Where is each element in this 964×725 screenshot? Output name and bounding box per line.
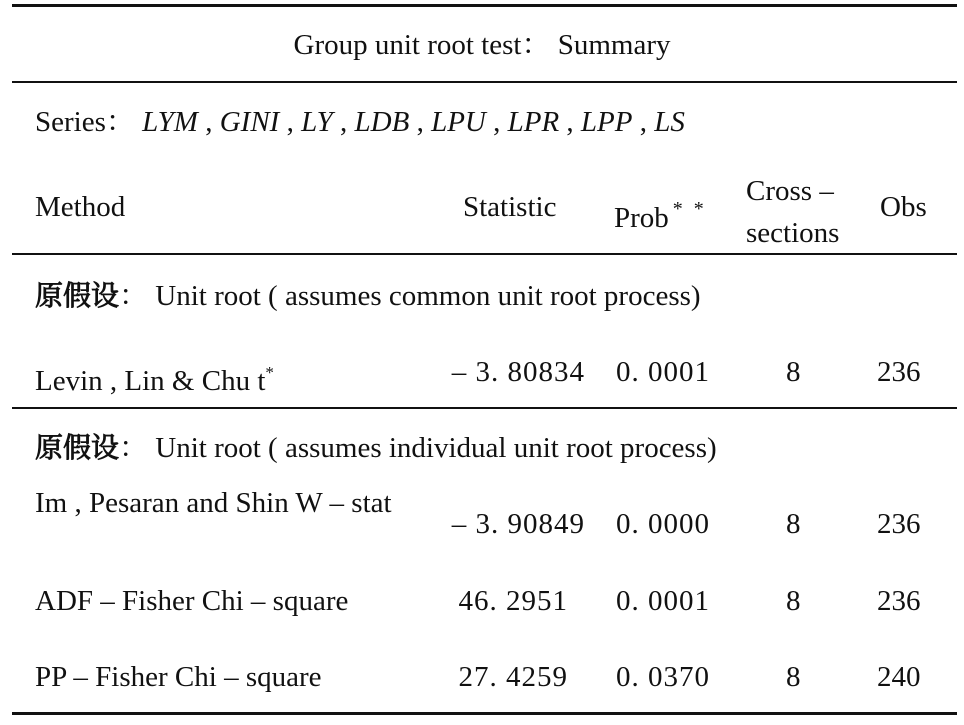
prob-cell: 0. 0001 xyxy=(616,585,710,617)
cross-sections-cell: 8 xyxy=(786,585,801,617)
cross-sections-cell: 8 xyxy=(786,661,801,693)
series-name: LPP xyxy=(580,106,633,138)
series-separator: , xyxy=(485,106,501,138)
series-name: LY xyxy=(301,106,333,138)
statistic-cell: – 3. 90849 xyxy=(451,508,585,540)
null-text: ： Unit root ( assumes common unit root process) xyxy=(119,280,701,312)
series-name: GINI xyxy=(219,106,280,138)
obs-cell: 240 xyxy=(877,661,921,693)
table-title: Group unit root test： Summary xyxy=(293,29,671,61)
null-prefix: 原假设 xyxy=(35,279,120,312)
series-label: Series： xyxy=(35,106,135,138)
series-separator: , xyxy=(279,106,294,138)
method-label: Levin , Lin & Chu t xyxy=(35,365,266,397)
top-rule xyxy=(12,4,957,7)
null-prefix: 原假设 xyxy=(35,431,120,464)
prob-cell: 0. 0001 xyxy=(616,356,710,388)
prob-cell: 0. 0370 xyxy=(616,661,710,693)
header-obs: Obs xyxy=(880,191,927,223)
section-rule xyxy=(12,407,957,409)
series-separator: , xyxy=(332,106,348,138)
series-name: LPU xyxy=(431,106,486,138)
series-name: LPR xyxy=(507,106,560,138)
obs-cell: 236 xyxy=(877,585,921,617)
method-ips: Im , Pesaran and Shin W – stat xyxy=(35,487,392,519)
cross-sections-cell: 8 xyxy=(786,508,801,540)
bottom-rule xyxy=(12,712,957,715)
series-name: LS xyxy=(654,106,685,138)
header-prob-mark: * * xyxy=(672,198,707,220)
null-text: ： Unit root ( assumes individual unit root process) xyxy=(119,432,717,464)
null-hypothesis-individual xyxy=(35,431,717,465)
method-pp-fisher: PP – Fisher Chi – square xyxy=(35,661,322,693)
null-hypothesis-common xyxy=(35,279,701,313)
header-method: Method xyxy=(35,191,126,223)
header-cross-sections: Cross – sections xyxy=(746,175,840,249)
series-separator: , xyxy=(559,106,574,138)
cross-sections-cell: 8 xyxy=(786,356,801,388)
method-llc xyxy=(35,356,274,398)
series-row xyxy=(35,104,685,140)
header-prob-label: Prob xyxy=(614,202,669,234)
statistic-cell: 27. 4259 xyxy=(458,661,568,693)
statistic-cell: – 3. 80834 xyxy=(451,356,585,388)
prob-cell: 0. 0000 xyxy=(616,508,710,540)
series-names xyxy=(142,106,685,138)
series-separator: , xyxy=(197,106,213,138)
method-adf-fisher: ADF – Fisher Chi – square xyxy=(35,585,349,617)
series-name: LDB xyxy=(354,106,410,138)
series-separator: , xyxy=(409,106,424,138)
header-rule xyxy=(12,253,957,255)
title-rule xyxy=(12,81,957,83)
obs-cell: 236 xyxy=(877,356,921,388)
statistic-cell: 46. 2951 xyxy=(458,585,568,617)
method-sup: * xyxy=(265,363,274,382)
header-statistic: Statistic xyxy=(463,191,557,223)
header-prob xyxy=(614,192,707,235)
obs-cell: 236 xyxy=(877,508,921,540)
series-separator: , xyxy=(632,106,647,138)
series-name: LYM xyxy=(142,106,198,138)
